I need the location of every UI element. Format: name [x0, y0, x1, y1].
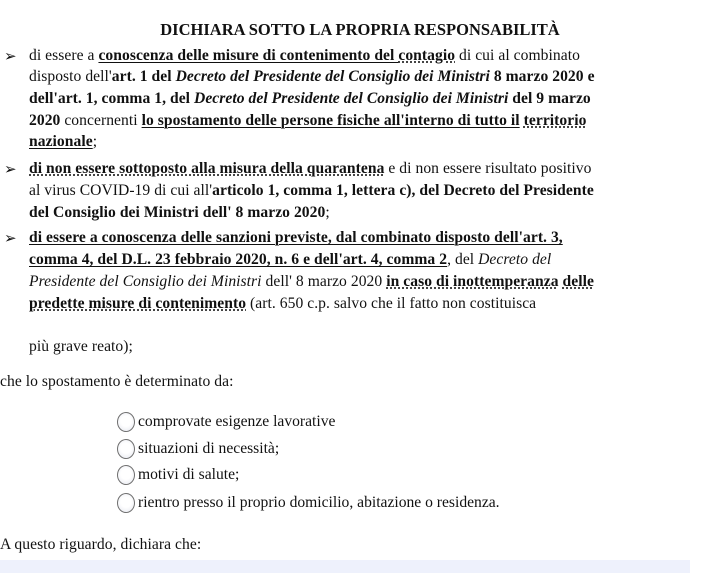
bullet-1-line-3: [29, 89, 591, 109]
text-run: dell' 8 marzo 2020: [261, 273, 387, 290]
text-run: di essere a conoscenza delle sanzioni previste, dal combinato disposto dell'art. 3,: [29, 229, 563, 246]
text-run: , del: [447, 251, 479, 268]
text-run: territorio: [523, 112, 587, 129]
radio-button[interactable]: [117, 412, 135, 432]
closing-text: A questo riguardo, dichiara che:: [0, 536, 202, 553]
text-run: del 9 marzo: [508, 90, 591, 107]
bullet-2-line-3: [29, 203, 330, 223]
text-run: ;: [92, 133, 98, 150]
option-label: rientro presso il proprio domicilio, abitazione o residenza.: [138, 494, 500, 511]
text-run: al virus COVID-19 di cui all': [29, 182, 213, 199]
movement-reason-intro: che lo spostamento è determinato da:: [0, 373, 234, 390]
radio-button[interactable]: [117, 465, 135, 485]
bullet-1-line-5: [29, 132, 97, 152]
text-run: delle: [562, 273, 594, 290]
text-run: lo spostamento delle persone fisiche all'interno di tutto il: [141, 112, 520, 129]
text-run: di essere a: [29, 47, 99, 64]
bullet-3-line-4: [29, 294, 536, 314]
continuation-text: più grave reato);: [29, 338, 133, 355]
option-label: situazioni di necessità;: [138, 440, 280, 457]
bullet-3-line-1: [29, 228, 563, 248]
bullet-2-line-1: [29, 159, 591, 179]
bullet-2-line-2: [29, 181, 594, 201]
bullet-1-line-1: [29, 46, 580, 66]
option-label: motivi di salute;: [138, 466, 240, 483]
text-run: 2020: [29, 112, 61, 129]
declaration-text-field[interactable]: [0, 560, 690, 573]
option-work[interactable]: [117, 411, 335, 433]
bullet-arrow-icon: ➢: [4, 231, 17, 247]
option-label: comprovate esigenze lavorative: [138, 413, 336, 430]
text-run: ;: [325, 204, 330, 221]
text-run: predette misure di contenimento: [29, 295, 247, 312]
text-run: comma 4, del D.L. 23 febbraio 2020, n. 6 e dell'art. 4, comma 2: [29, 251, 448, 268]
option-health[interactable]: [117, 464, 239, 486]
text-run: disposto dell': [29, 68, 112, 85]
text-run: Decreto del Presidente del Consiglio dei Ministri: [175, 68, 490, 85]
option-return-home[interactable]: [117, 492, 500, 514]
bullet-1-line-4: [29, 111, 586, 131]
text-run: di non essere sottoposto alla misura della quarantena: [29, 160, 385, 177]
text-run: articolo 1, comma 1, lettera c), del Decreto del Presidente: [212, 182, 594, 199]
text-run: e di non essere risultato positivo: [384, 160, 592, 177]
text-run: dell'art. 1, comma 1, del: [29, 90, 195, 107]
bullet-1-line-2: [29, 67, 595, 87]
radio-button[interactable]: [117, 439, 135, 459]
bullet-3-line-2: [29, 250, 551, 270]
bullet-arrow-icon: ➢: [4, 49, 17, 65]
text-run: Decreto del: [478, 251, 552, 268]
bullet-arrow-icon: ➢: [4, 162, 17, 178]
bullet-3-line-3: [29, 272, 594, 292]
text-run: del Consiglio dei Ministri dell' 8 marzo 2020: [29, 204, 326, 221]
text-run: contagio: [398, 47, 456, 64]
text-run: 8 marzo 2020 e: [489, 68, 595, 85]
option-necessity[interactable]: [117, 438, 279, 460]
text-run: nazionale: [29, 133, 93, 150]
text-run: art. 1 del: [111, 68, 176, 85]
text-run: Presidente del Consiglio dei Ministri: [29, 273, 262, 290]
text-run: conoscenza delle misure di contenimento del: [98, 47, 399, 64]
page-title: DICHIARA SOTTO LA PROPRIA RESPONSABILITÀ: [160, 20, 560, 39]
text-run: Decreto del Presidente del Consiglio dei Ministri: [194, 90, 509, 107]
text-run: concernenti: [60, 112, 142, 129]
text-run: di cui al combinato: [455, 47, 580, 64]
text-run: in caso di inottemperanza: [386, 273, 559, 290]
radio-button[interactable]: [117, 493, 135, 513]
text-run: (art. 650 c.p. salvo che il fatto non costituisca: [246, 295, 537, 312]
